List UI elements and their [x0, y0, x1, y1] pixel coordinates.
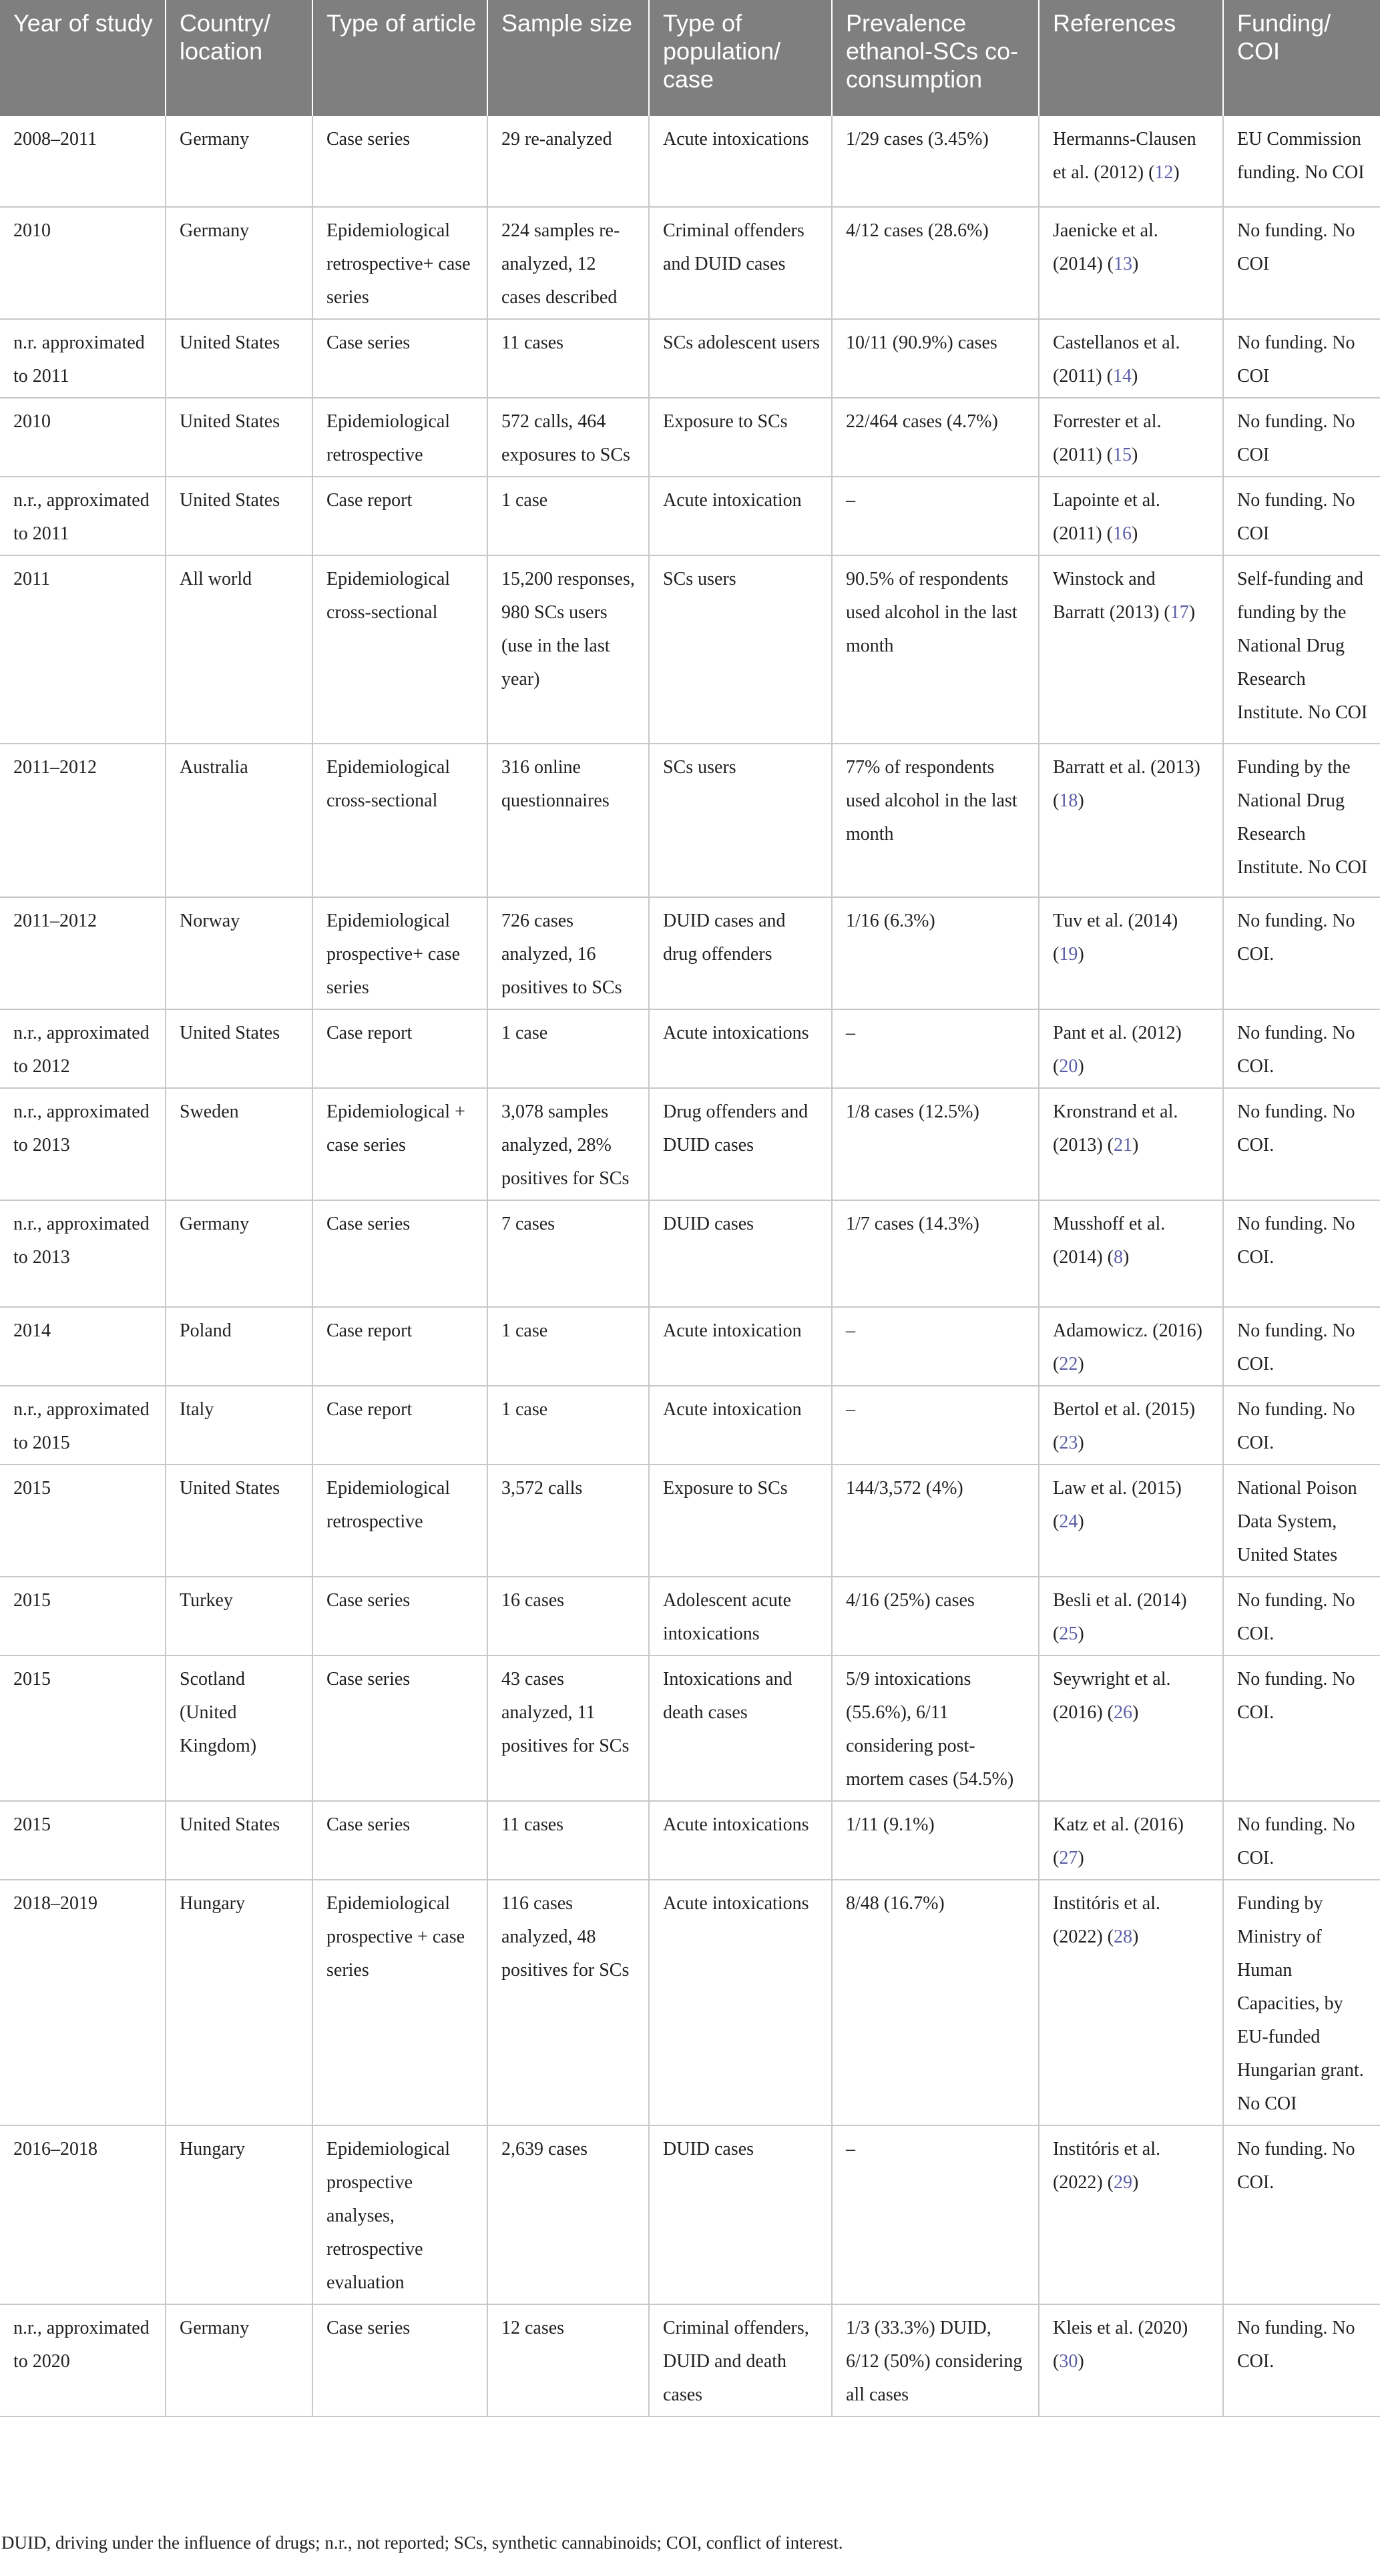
- cell-funding: No funding. No COI.: [1223, 1801, 1380, 1880]
- reference-link[interactable]: 25: [1059, 1623, 1078, 1644]
- reference-link[interactable]: 20: [1059, 1056, 1078, 1077]
- cell-prevalence: –: [832, 477, 1039, 555]
- cell-population: DUID cases: [649, 1200, 832, 1307]
- cell-population: Criminal offenders, DUID and death cases: [649, 2304, 832, 2416]
- cell-article-type: Epidemiological retrospective: [312, 1465, 487, 1577]
- cell-reference: [1039, 477, 1223, 555]
- cell-reference: [1039, 897, 1223, 1009]
- cell-country: Sweden: [166, 1088, 312, 1200]
- reference-link[interactable]: 16: [1112, 523, 1132, 544]
- cell-year: n.r., approximated to 2015: [0, 1386, 166, 1465]
- cell-sample-size: 12 cases: [487, 2304, 649, 2416]
- reference-close-paren: ): [1078, 1623, 1084, 1644]
- reference-link[interactable]: 26: [1113, 1702, 1132, 1723]
- reference-text: Institóris et al. (2022) (: [1053, 2139, 1160, 2193]
- cell-population: Acute intoxications: [649, 1801, 832, 1880]
- cell-year: 2015: [0, 1655, 166, 1801]
- cell-funding: No funding. No COI.: [1223, 1307, 1380, 1386]
- reference-text: Kleis et al. (2020) (: [1053, 2318, 1188, 2372]
- cell-population: SCs users: [649, 555, 832, 744]
- cell-article-type: Case series: [312, 116, 487, 207]
- cell-year: 2008–2011: [0, 116, 166, 207]
- cell-sample-size: 11 cases: [487, 1801, 649, 1880]
- reference-close-paren: ): [1078, 2351, 1084, 2372]
- cell-country: Scotland (United Kingdom): [166, 1655, 312, 1801]
- cell-country: United States: [166, 398, 312, 477]
- cell-sample-size: 11 cases: [487, 319, 649, 398]
- reference-close-paren: ): [1131, 366, 1138, 387]
- cell-reference: [1039, 744, 1223, 897]
- cell-funding: No funding. No COI: [1223, 207, 1380, 319]
- cell-reference: [1039, 207, 1223, 319]
- cell-sample-size: 224 samples re-analyzed, 12 cases described: [487, 207, 649, 319]
- cell-prevalence: –: [832, 2125, 1039, 2304]
- cell-funding: No funding. No COI.: [1223, 1009, 1380, 1088]
- cell-year: 2015: [0, 1465, 166, 1577]
- cell-prevalence: 90.5% of respondents used alcohol in the last month: [832, 555, 1039, 744]
- cell-prevalence: 4/12 cases (28.6%): [832, 207, 1039, 319]
- cell-country: Poland: [166, 1307, 312, 1386]
- cell-sample-size: 572 calls, 464 exposures to SCs: [487, 398, 649, 477]
- reference-text: Winstock and Barratt (2013) (: [1053, 569, 1170, 623]
- header-sample-size: Sample size: [487, 0, 649, 116]
- cell-country: Hungary: [166, 2125, 312, 2304]
- reference-link[interactable]: 29: [1113, 2172, 1132, 2193]
- cell-sample-size: 316 online questionnaires: [487, 744, 649, 897]
- cell-sample-size: 116 cases analyzed, 48 positives for SCs: [487, 1880, 649, 2125]
- table-row: [0, 1307, 1380, 1386]
- reference-link[interactable]: 18: [1059, 790, 1078, 811]
- cell-funding: No funding. No COI.: [1223, 2125, 1380, 2304]
- cell-population: SCs adolescent users: [649, 319, 832, 398]
- cell-funding: No funding. No COI.: [1223, 2304, 1380, 2416]
- cell-funding: No funding. No COI.: [1223, 897, 1380, 1009]
- reference-close-paren: ): [1078, 1848, 1084, 1868]
- cell-population: Acute intoxication: [649, 477, 832, 555]
- reference-close-paren: ): [1078, 1354, 1084, 1374]
- cell-year: n.r., approximated to 2012: [0, 1009, 166, 1088]
- cell-prevalence: 1/16 (6.3%): [832, 897, 1039, 1009]
- cell-year: 2015: [0, 1577, 166, 1655]
- cell-population: Acute intoxications: [649, 1009, 832, 1088]
- cell-country: Germany: [166, 116, 312, 207]
- cell-article-type: Epidemiological prospective + case series: [312, 1880, 487, 2125]
- reference-text: Forrester et al. (2011) (: [1053, 411, 1162, 465]
- cell-prevalence: 1/29 cases (3.45%): [832, 116, 1039, 207]
- cell-reference: [1039, 1009, 1223, 1088]
- cell-funding: No funding. No COI: [1223, 477, 1380, 555]
- reference-close-paren: ): [1132, 2172, 1139, 2193]
- table-row: [0, 477, 1380, 555]
- cell-prevalence: 22/464 cases (4.7%): [832, 398, 1039, 477]
- table-row: [0, 2304, 1380, 2416]
- header-article-type: Type of article: [312, 0, 487, 116]
- cell-year: n.r., approximated to 2013: [0, 1088, 166, 1200]
- cell-funding: No funding. No COI.: [1223, 1088, 1380, 1200]
- cell-article-type: Epidemiological prospective analyses, retrospective evaluation: [312, 2125, 487, 2304]
- cell-article-type: Case series: [312, 1200, 487, 1307]
- cell-prevalence: 10/11 (90.9%) cases: [832, 319, 1039, 398]
- cell-sample-size: 1 case: [487, 477, 649, 555]
- cell-funding: Self-funding and funding by the National Drug Research Institute. No COI: [1223, 555, 1380, 744]
- cell-article-type: Epidemiological cross-sectional: [312, 744, 487, 897]
- cell-reference: [1039, 1655, 1223, 1801]
- table-row: [0, 1655, 1380, 1801]
- cell-year: n.r. approximated to 2011: [0, 319, 166, 398]
- cell-country: Turkey: [166, 1577, 312, 1655]
- table-row: [0, 1577, 1380, 1655]
- cell-article-type: Case series: [312, 319, 487, 398]
- table-footnote: DUID, driving under the influence of drugs; n.r., not reported; SCs, synthetic cannabinoids; COI, conflict of interest.: [1, 2533, 843, 2553]
- cell-prevalence: 1/7 cases (14.3%): [832, 1200, 1039, 1307]
- cell-article-type: Epidemiological retrospective: [312, 398, 487, 477]
- cell-sample-size: 16 cases: [487, 1577, 649, 1655]
- cell-year: 2010: [0, 207, 166, 319]
- reference-close-paren: ): [1131, 523, 1138, 544]
- table-row: [0, 1200, 1380, 1307]
- reference-text: Castellanos et al. (2011) (: [1053, 332, 1180, 387]
- cell-funding: No funding. No COI.: [1223, 1200, 1380, 1307]
- cell-country: All world: [166, 555, 312, 744]
- reference-close-paren: ): [1132, 254, 1139, 274]
- cell-population: Criminal offenders and DUID cases: [649, 207, 832, 319]
- reference-text: Seywright et al. (2016) (: [1053, 1669, 1171, 1723]
- reference-link[interactable]: 30: [1059, 2351, 1078, 2372]
- cell-prevalence: 1/3 (33.3%) DUID, 6/12 (50%) considering all cases: [832, 2304, 1039, 2416]
- cell-sample-size: 29 re-analyzed: [487, 116, 649, 207]
- reference-text: Katz et al. (2016) (: [1053, 1814, 1184, 1868]
- reference-link[interactable]: 24: [1059, 1511, 1078, 1532]
- cell-funding: EU Commission funding. No COI: [1223, 116, 1380, 207]
- table-row: [0, 1880, 1380, 2125]
- cell-population: Drug offenders and DUID cases: [649, 1088, 832, 1200]
- cell-year: 2014: [0, 1307, 166, 1386]
- reference-close-paren: ): [1131, 445, 1138, 465]
- cell-sample-size: 43 cases analyzed, 11 positives for SCs: [487, 1655, 649, 1801]
- header-funding: Funding/ COI: [1223, 0, 1380, 116]
- cell-reference: [1039, 2125, 1223, 2304]
- cell-reference: [1039, 1577, 1223, 1655]
- cell-article-type: Epidemiological cross-sectional: [312, 555, 487, 744]
- cell-reference: [1039, 116, 1223, 207]
- cell-year: 2010: [0, 398, 166, 477]
- table-row: [0, 1801, 1380, 1880]
- cell-year: 2011–2012: [0, 744, 166, 897]
- cell-prevalence: –: [832, 1386, 1039, 1465]
- cell-sample-size: 1 case: [487, 1009, 649, 1088]
- reference-link[interactable]: 13: [1113, 254, 1132, 274]
- table-row: [0, 398, 1380, 477]
- reference-text: Law et al. (2015) (: [1053, 1478, 1182, 1532]
- reference-text: Musshoff et al. (2014) (: [1053, 1214, 1166, 1268]
- cell-country: Germany: [166, 207, 312, 319]
- cell-prevalence: 144/3,572 (4%): [832, 1465, 1039, 1577]
- cell-population: Intoxications and death cases: [649, 1655, 832, 1801]
- cell-country: Germany: [166, 2304, 312, 2416]
- header-population: Type of population/ case: [649, 0, 832, 116]
- cell-sample-size: 7 cases: [487, 1200, 649, 1307]
- table-row: [0, 744, 1380, 897]
- reference-text: Pant et al. (2012) (: [1053, 1023, 1182, 1077]
- cell-prevalence: 1/11 (9.1%): [832, 1801, 1039, 1880]
- cell-sample-size: 3,078 samples analyzed, 28% positives for SCs: [487, 1088, 649, 1200]
- cell-population: DUID cases: [649, 2125, 832, 2304]
- reference-text: Besli et al. (2014) (: [1053, 1590, 1187, 1644]
- cell-article-type: Case series: [312, 1655, 487, 1801]
- reference-text: Hermanns-Clausen et al. (2012) (: [1053, 129, 1196, 183]
- reference-link[interactable]: 19: [1059, 944, 1078, 965]
- cell-reference: [1039, 1386, 1223, 1465]
- cell-article-type: Epidemiological retrospective+ case series: [312, 207, 487, 319]
- cell-reference: [1039, 555, 1223, 744]
- table-row: [0, 2125, 1380, 2304]
- reference-text: Bertol et al. (2015) (: [1053, 1399, 1196, 1453]
- cell-funding: Funding by the National Drug Research Institute. No COI: [1223, 744, 1380, 897]
- reference-link[interactable]: 28: [1113, 1926, 1132, 1947]
- cell-country: United States: [166, 1465, 312, 1577]
- reference-link[interactable]: 23: [1059, 1433, 1078, 1453]
- cell-prevalence: –: [832, 1307, 1039, 1386]
- cell-country: Hungary: [166, 1880, 312, 2125]
- cell-year: n.r., approximated to 2020: [0, 2304, 166, 2416]
- reference-text: Kronstrand et al. (2013) (: [1053, 1101, 1178, 1155]
- reference-close-paren: ): [1122, 1247, 1130, 1268]
- cell-reference: [1039, 1880, 1223, 2125]
- cell-population: Acute intoxications: [649, 116, 832, 207]
- reference-close-paren: ): [1078, 1511, 1084, 1532]
- cell-sample-size: 2,639 cases: [487, 2125, 649, 2304]
- reference-link[interactable]: 12: [1154, 162, 1174, 183]
- cell-year: 2016–2018: [0, 2125, 166, 2304]
- cell-country: Germany: [166, 1200, 312, 1307]
- table-row: [0, 555, 1380, 744]
- reference-link[interactable]: 17: [1170, 602, 1189, 623]
- reference-close-paren: ): [1173, 162, 1180, 183]
- cell-reference: [1039, 319, 1223, 398]
- cell-funding: No funding. No COI.: [1223, 1577, 1380, 1655]
- cell-year: 2011–2012: [0, 897, 166, 1009]
- header-references: References: [1039, 0, 1223, 116]
- reference-close-paren: ): [1078, 790, 1084, 811]
- cell-article-type: Case series: [312, 1577, 487, 1655]
- reference-text: Barratt et al. (2013) (: [1053, 757, 1200, 811]
- header-country: Country/ location: [166, 0, 312, 116]
- reference-text: Jaenicke et al. (2014) (: [1053, 220, 1158, 274]
- cell-prevalence: 1/8 cases (12.5%): [832, 1088, 1039, 1200]
- reference-close-paren: ): [1078, 1056, 1084, 1077]
- cell-year: n.r., approximated to 2011: [0, 477, 166, 555]
- reference-text: Institóris et al. (2022) (: [1053, 1893, 1160, 1947]
- cell-year: 2011: [0, 555, 166, 744]
- cell-country: Australia: [166, 744, 312, 897]
- cell-country: United States: [166, 319, 312, 398]
- table-row: [0, 1386, 1380, 1465]
- cell-funding: No funding. No COI: [1223, 319, 1380, 398]
- cell-population: Exposure to SCs: [649, 398, 832, 477]
- table-body: [0, 116, 1380, 2416]
- cell-reference: [1039, 2304, 1223, 2416]
- cell-population: Acute intoxications: [649, 1880, 832, 2125]
- cell-year: n.r., approximated to 2013: [0, 1200, 166, 1307]
- cell-population: DUID cases and drug offenders: [649, 897, 832, 1009]
- reference-text: Adamowicz. (2016) (: [1053, 1320, 1202, 1374]
- reference-close-paren: ): [1078, 944, 1084, 965]
- cell-article-type: Case report: [312, 1307, 487, 1386]
- cell-population: SCs users: [649, 744, 832, 897]
- cell-country: Norway: [166, 897, 312, 1009]
- cell-sample-size: 15,200 responses, 980 SCs users (use in the last year): [487, 555, 649, 744]
- cell-population: Adolescent acute intoxications: [649, 1577, 832, 1655]
- cell-reference: [1039, 1307, 1223, 1386]
- table-header-row: [0, 0, 1380, 116]
- cell-reference: [1039, 1088, 1223, 1200]
- cell-population: Exposure to SCs: [649, 1465, 832, 1577]
- cell-country: Italy: [166, 1386, 312, 1465]
- reference-close-paren: ): [1132, 1135, 1139, 1155]
- cell-funding: Funding by Ministry of Human Capacities, by EU-funded Hungarian grant. No COI: [1223, 1880, 1380, 2125]
- reference-close-paren: ): [1078, 1433, 1084, 1453]
- cell-funding: No funding. No COI.: [1223, 1655, 1380, 1801]
- cell-reference: [1039, 1200, 1223, 1307]
- cell-article-type: Case series: [312, 2304, 487, 2416]
- cell-year: 2018–2019: [0, 1880, 166, 2125]
- reference-close-paren: ): [1188, 602, 1196, 623]
- cell-article-type: Case report: [312, 1386, 487, 1465]
- table-row: [0, 116, 1380, 207]
- reference-link[interactable]: 21: [1113, 1135, 1132, 1155]
- cell-country: United States: [166, 1801, 312, 1880]
- cell-article-type: Case report: [312, 1009, 487, 1088]
- reference-link[interactable]: 27: [1059, 1848, 1078, 1868]
- cell-population: Acute intoxication: [649, 1386, 832, 1465]
- header-year: Year of study: [0, 0, 166, 116]
- cell-prevalence: 5/9 intoxications (55.6%), 6/11 considering post-mortem cases (54.5%): [832, 1655, 1039, 1801]
- cell-article-type: Epidemiological + case series: [312, 1088, 487, 1200]
- cell-year: 2015: [0, 1801, 166, 1880]
- cell-sample-size: 1 case: [487, 1386, 649, 1465]
- cell-population: Acute intoxication: [649, 1307, 832, 1386]
- table-row: [0, 319, 1380, 398]
- cell-sample-size: 3,572 calls: [487, 1465, 649, 1577]
- cell-funding: National Poison Data System, United States: [1223, 1465, 1380, 1577]
- cell-funding: No funding. No COI: [1223, 398, 1380, 477]
- cell-prevalence: 4/16 (25%) cases: [832, 1577, 1039, 1655]
- cell-funding: No funding. No COI.: [1223, 1386, 1380, 1465]
- cell-prevalence: 8/48 (16.7%): [832, 1880, 1039, 2125]
- reference-link[interactable]: 14: [1112, 366, 1132, 387]
- cell-prevalence: –: [832, 1009, 1039, 1088]
- reference-text: Lapointe et al. (2011) (: [1053, 490, 1160, 544]
- reference-text: Tuv et al. (2014) (: [1053, 911, 1178, 965]
- cell-sample-size: 1 case: [487, 1307, 649, 1386]
- cell-article-type: Epidemiological prospective+ case series: [312, 897, 487, 1009]
- header-prevalence: Prevalence ethanol-SCs co-consumption: [832, 0, 1039, 116]
- cell-reference: [1039, 1801, 1223, 1880]
- reference-link[interactable]: 15: [1112, 445, 1132, 465]
- reference-link[interactable]: 8: [1113, 1247, 1123, 1268]
- cell-article-type: Case report: [312, 477, 487, 555]
- reference-link[interactable]: 22: [1059, 1354, 1078, 1374]
- table-row: [0, 207, 1380, 319]
- cell-article-type: Case series: [312, 1801, 487, 1880]
- table-row: [0, 897, 1380, 1009]
- table-row: [0, 1465, 1380, 1577]
- cell-prevalence: 77% of respondents used alcohol in the last month: [832, 744, 1039, 897]
- cell-reference: [1039, 1465, 1223, 1577]
- reference-close-paren: ): [1132, 1702, 1139, 1723]
- cell-reference: [1039, 398, 1223, 477]
- cell-country: United States: [166, 477, 312, 555]
- cell-country: United States: [166, 1009, 312, 1088]
- table-row: [0, 1009, 1380, 1088]
- table-row: [0, 1088, 1380, 1200]
- reference-close-paren: ): [1132, 1926, 1139, 1947]
- cell-sample-size: 726 cases analyzed, 16 positives to SCs: [487, 897, 649, 1009]
